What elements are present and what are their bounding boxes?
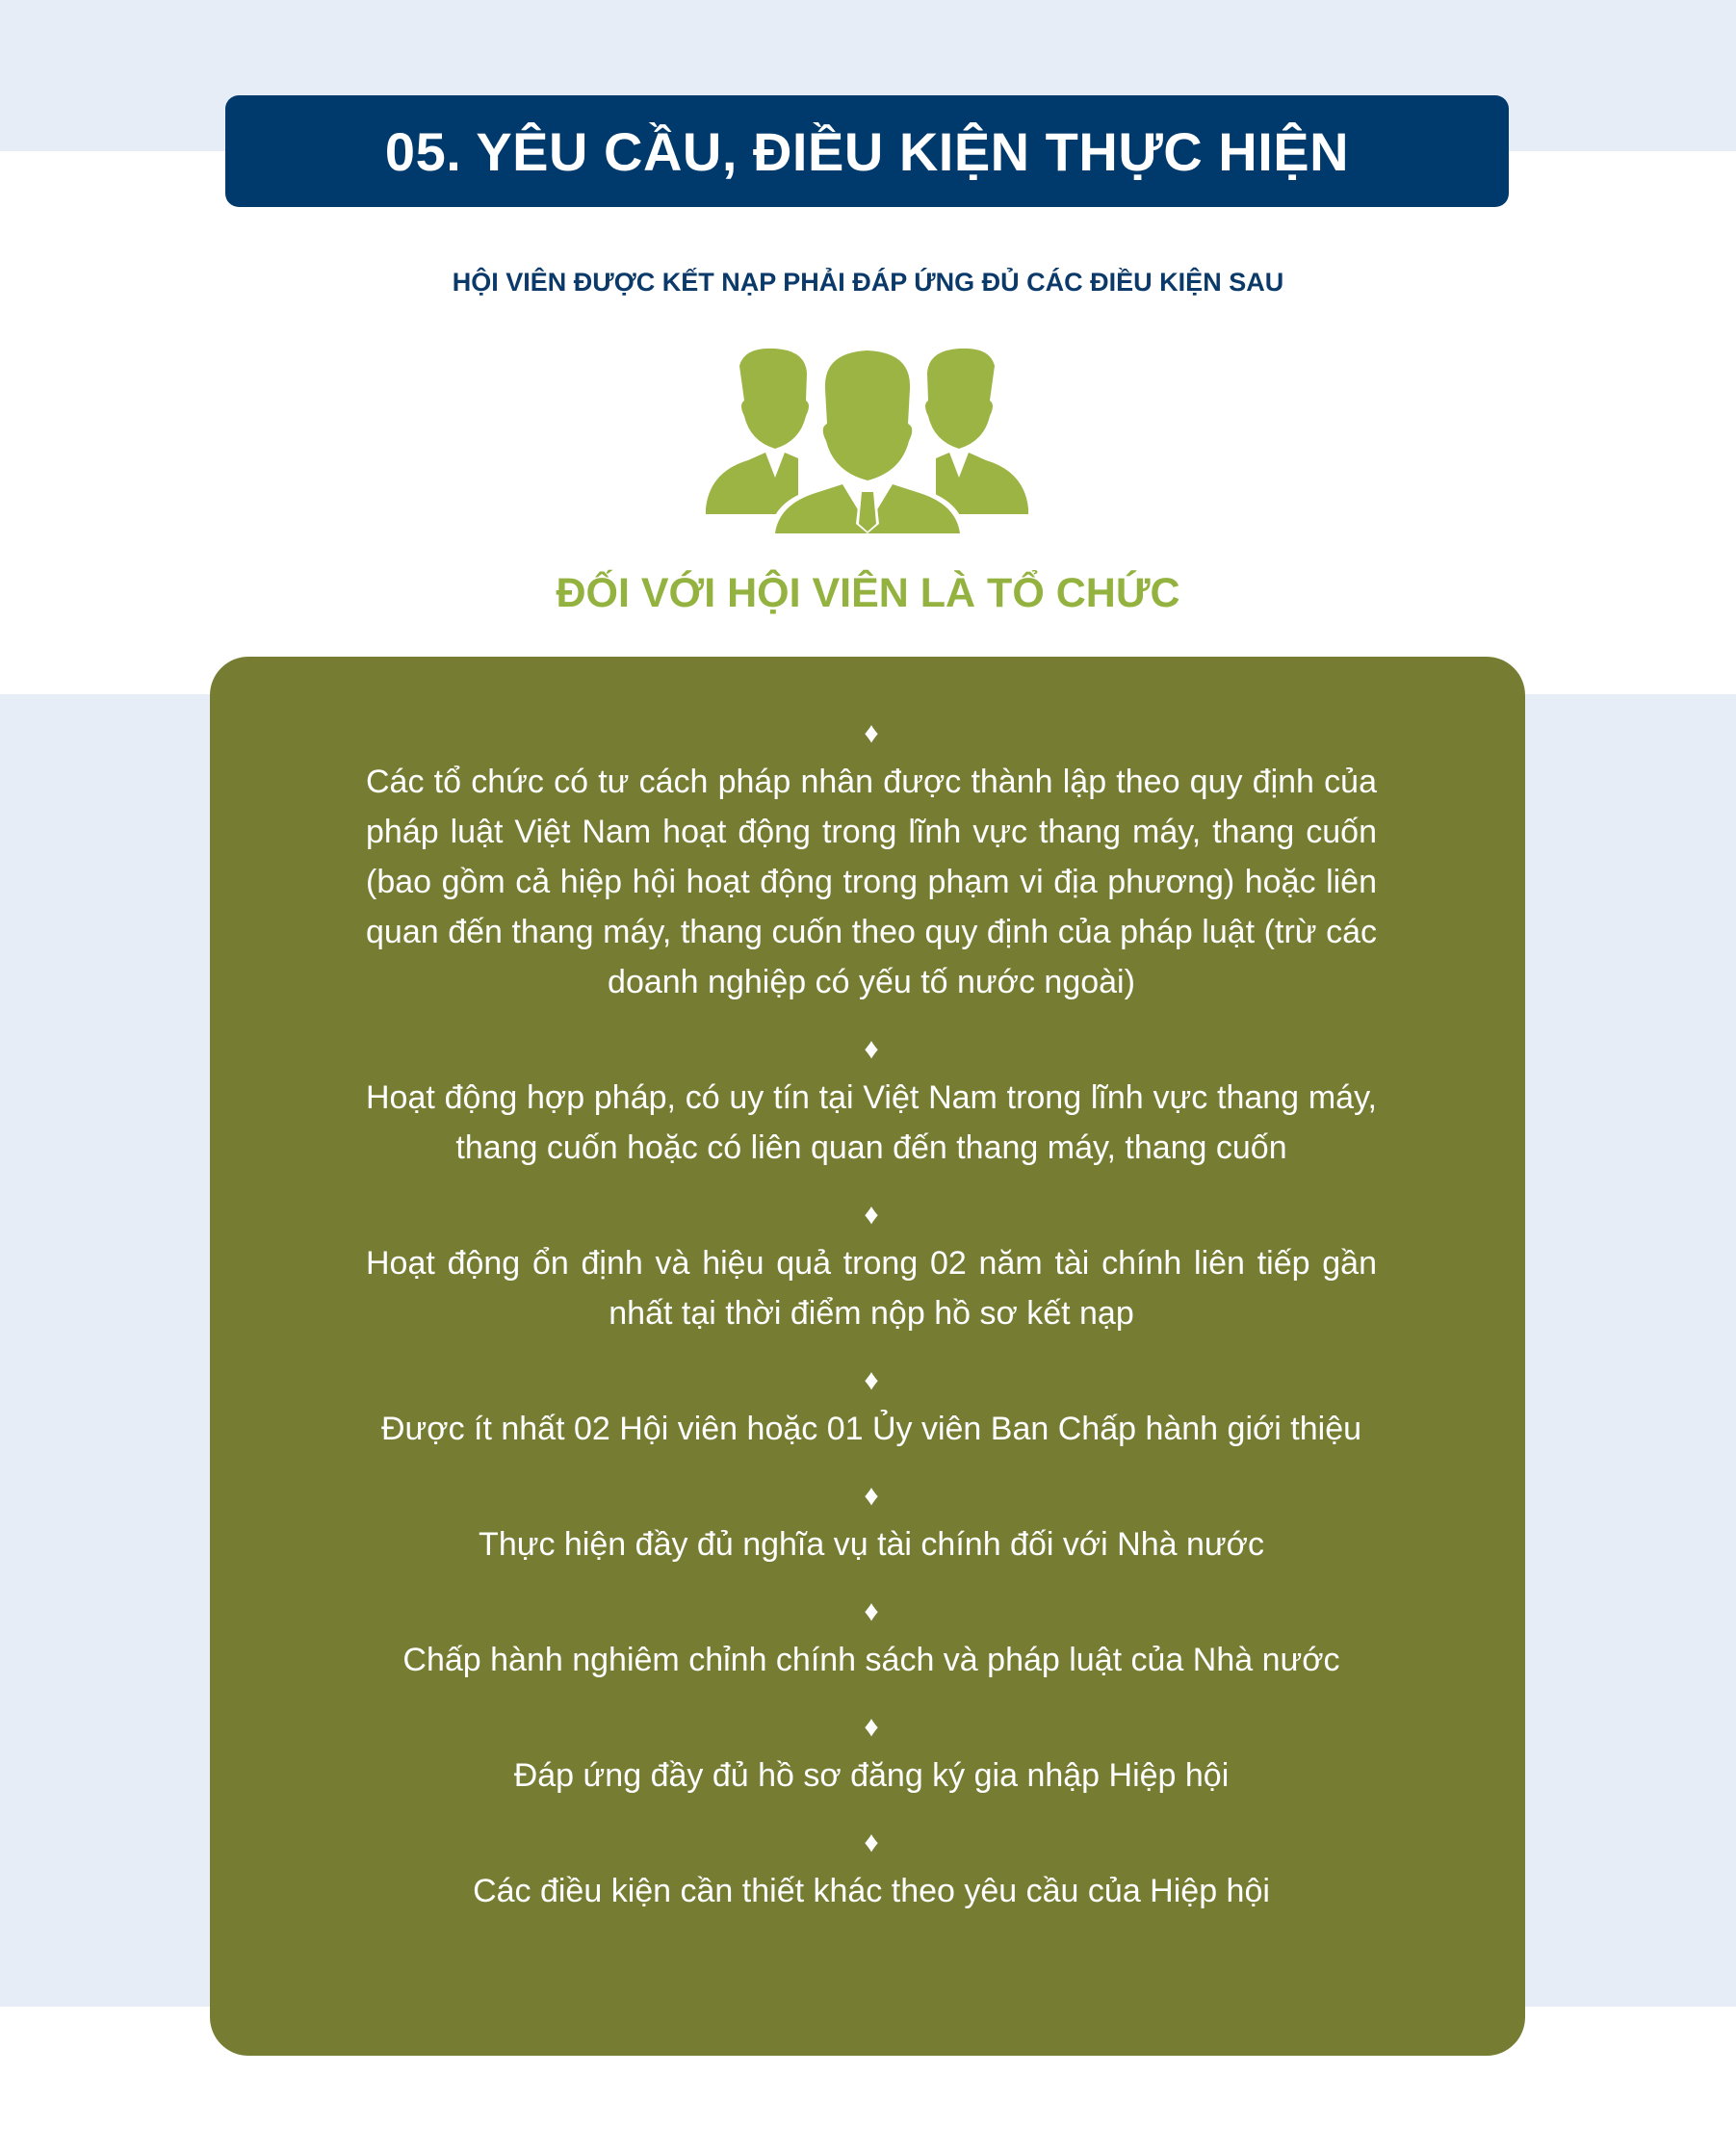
list-item <box>366 1820 1377 1935</box>
section-heading: ĐỐI VỚI HỘI VIÊN LÀ TỔ CHỨC <box>556 570 1180 616</box>
diamond-bullet-icon: ♦ <box>864 717 879 749</box>
list-item <box>366 1192 1377 1358</box>
list-item-text: Chấp hành nghiêm chỉnh chính sách và pháp luật của Nhà nước <box>402 1642 1340 1678</box>
diamond-bullet-icon: ♦ <box>864 1033 879 1065</box>
diamond-bullet-icon: ♦ <box>864 1480 879 1512</box>
people-group-icon <box>706 345 1028 533</box>
list-item <box>366 711 1377 1026</box>
requirements-list <box>366 711 1377 1935</box>
list-item <box>366 1704 1377 1820</box>
diamond-bullet-icon: ♦ <box>864 1595 879 1627</box>
list-item <box>366 1026 1377 1192</box>
title-banner <box>225 95 1509 207</box>
list-item-text: Hoạt động hợp pháp, có uy tín tại Việt Nam trong lĩnh vực thang máy, thang cuốn hoặc có liên quan đến thang máy, thang cuốn <box>366 1079 1377 1166</box>
list-item-text: Các điều kiện cần thiết khác theo yêu cầu của Hiệp hội <box>473 1873 1270 1909</box>
diamond-bullet-icon: ♦ <box>864 1711 879 1743</box>
list-item-text: Được ít nhất 02 Hội viên hoặc 01 Ủy viên Ban Chấp hành giới thiệu <box>380 1411 1362 1447</box>
list-item <box>366 1589 1377 1704</box>
diamond-bullet-icon: ♦ <box>864 1827 879 1858</box>
list-item-text: Đáp ứng đầy đủ hồ sơ đăng ký gia nhập Hiệp hội <box>513 1757 1230 1794</box>
list-item-text: Thực hiện đầy đủ nghĩa vụ tài chính đối với Nhà nước <box>479 1526 1264 1563</box>
list-item-text: Hoạt động ổn định và hiệu quả trong 02 năm tài chính liên tiếp gần nhất tại thời điểm nộp hồ sơ kết nạp <box>366 1245 1377 1332</box>
list-item <box>366 1358 1377 1473</box>
subtitle: HỘI VIÊN ĐƯỢC KẾT NẠP PHẢI ĐÁP ỨNG ĐỦ CÁC ĐIỀU KIỆN SAU <box>452 268 1284 297</box>
diamond-bullet-icon: ♦ <box>864 1364 879 1396</box>
list-item <box>366 1473 1377 1589</box>
diamond-bullet-icon: ♦ <box>864 1199 879 1231</box>
page-title: 05. YÊU CẦU, ĐIỀU KIỆN THỰC HIỆN <box>384 120 1350 182</box>
list-item-text: Các tổ chức có tư cách pháp nhân được thành lập theo quy định của pháp luật Việt Nam hoạt động trong lĩnh vực thang máy, thang cuốn (bao gồm cả hiệp hội hoạt động trong phạm vi địa phương) hoặc liên quan đến thang máy, thang cuốn theo quy định của pháp luật (trừ các doanh nghiệp có yếu tố nước ngoài) <box>366 764 1377 1000</box>
